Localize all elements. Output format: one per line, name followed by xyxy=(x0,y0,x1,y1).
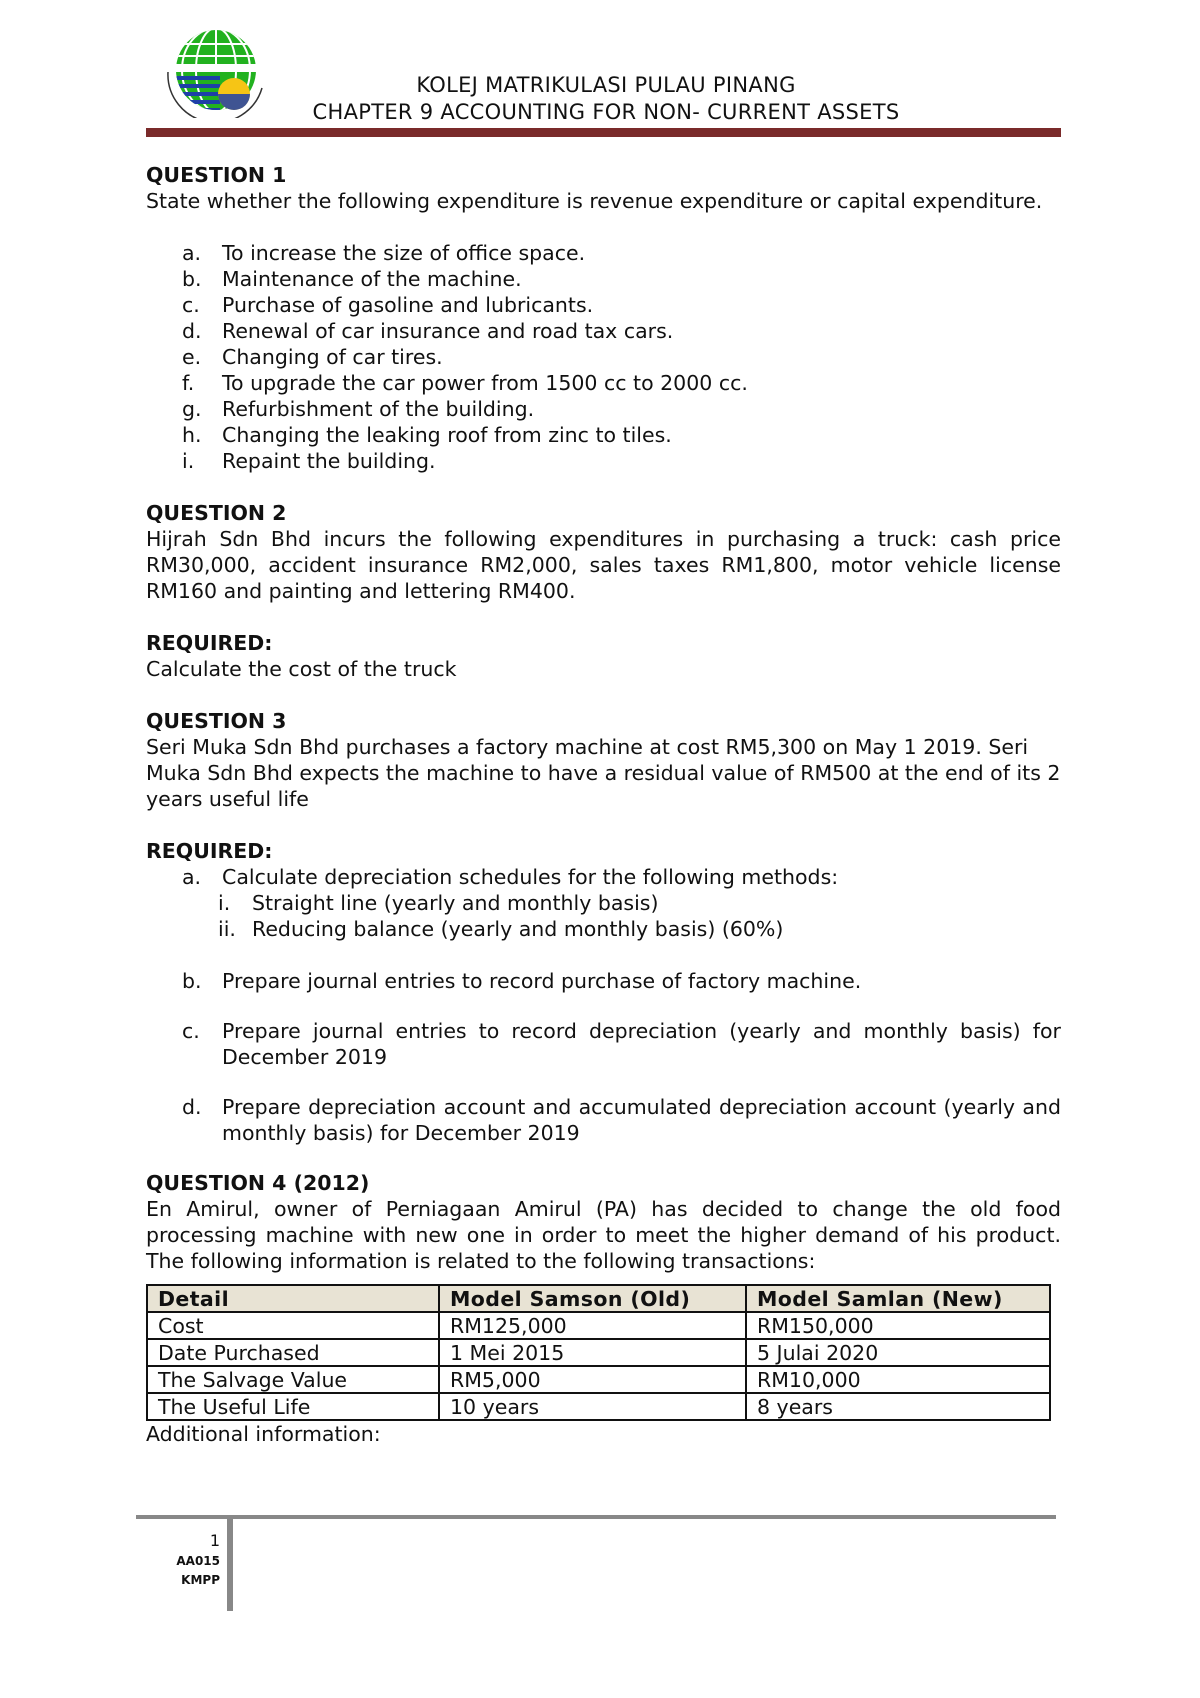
header-rule xyxy=(146,128,1061,137)
table-cell: The Useful Life xyxy=(147,1393,439,1420)
list-marker: f. xyxy=(182,371,195,395)
institution-code: KMPP xyxy=(181,1573,220,1587)
question-2-required-text: Calculate the cost of the truck xyxy=(146,657,457,681)
list-marker: i. xyxy=(182,449,195,473)
table-cell: The Salvage Value xyxy=(147,1366,439,1393)
table-cell: 1 Mei 2015 xyxy=(439,1339,746,1366)
list-item-text: Repaint the building. xyxy=(222,449,436,473)
question-3-list-c xyxy=(146,1018,1061,1070)
question-4-title: QUESTION 4 (2012) xyxy=(146,1171,370,1195)
question-2-title: QUESTION 2 xyxy=(146,501,287,525)
question-1-title: QUESTION 1 xyxy=(146,163,287,187)
question-1-text: State whether the following expenditure is revenue expenditure or capital expenditure. xyxy=(146,189,1043,213)
list-marker: h. xyxy=(182,423,202,447)
list-marker: d. xyxy=(182,1095,202,1119)
list-item-text: Prepare depreciation account and accumulated depreciation account (yearly and monthly basis) for December 2019 xyxy=(222,1095,1061,1145)
question-3-title: QUESTION 3 xyxy=(146,709,287,733)
table-row xyxy=(147,1393,1050,1420)
list-marker: c. xyxy=(182,293,200,317)
list-item-text: Maintenance of the machine. xyxy=(222,267,522,291)
list-item xyxy=(146,968,1061,994)
list-item xyxy=(146,448,1061,474)
table-cell: 10 years xyxy=(439,1393,746,1420)
machine-comparison-table xyxy=(146,1284,1051,1421)
list-marker: b. xyxy=(182,267,202,291)
question-2-text: Hijrah Sdn Bhd incurs the following expenditures in purchasing a truck: cash price RM30,000, accident insurance RM2,000, sales taxes RM1,800, motor vehicle license RM160 and painting and lettering RM400. xyxy=(146,527,1061,603)
table-row xyxy=(147,1312,1050,1339)
list-item xyxy=(146,240,1061,266)
table-header-cell: Model Samlan (New) xyxy=(746,1285,1050,1312)
question-4-text: En Amirul, owner of Perniagaan Amirul (PA) has decided to change the old food processing machine with new one in order to meet the higher demand of his product. The following information is related to the following transactions: xyxy=(146,1197,1061,1273)
table-cell: RM5,000 xyxy=(439,1366,746,1393)
list-item xyxy=(146,292,1061,318)
list-item-text: Purchase of gasoline and lubricants. xyxy=(222,293,594,317)
header-chapter: CHAPTER 9 ACCOUNTING FOR NON- CURRENT ASSETS xyxy=(312,100,900,124)
table-header-row xyxy=(147,1285,1050,1312)
list-marker: c. xyxy=(182,1019,200,1043)
list-item xyxy=(146,1018,1061,1070)
table-cell: Cost xyxy=(147,1312,439,1339)
table-header-cell: Model Samson (Old) xyxy=(439,1285,746,1312)
table-header-cell: Detail xyxy=(147,1285,439,1312)
table-cell: 8 years xyxy=(746,1393,1050,1420)
list-item-text: Prepare journal entries to record depreciation (yearly and monthly basis) for December 2019 xyxy=(222,1019,1061,1069)
list-item-text: Reducing balance (yearly and monthly basis) (60%) xyxy=(252,917,784,941)
list-marker: i. xyxy=(218,891,231,915)
list-marker: e. xyxy=(182,345,202,369)
list-item xyxy=(146,344,1061,370)
document-body xyxy=(146,162,1061,1447)
list-marker: b. xyxy=(182,969,202,993)
list-item xyxy=(146,890,1061,916)
list-item-text: Changing the leaking roof from zinc to tiles. xyxy=(222,423,672,447)
list-item-text: Straight line (yearly and monthly basis) xyxy=(252,891,659,915)
list-item-text: To upgrade the car power from 1500 cc to 2000 cc. xyxy=(222,371,748,395)
list-marker: a. xyxy=(182,241,202,265)
question-3-sublist xyxy=(146,890,1061,942)
list-item-text: Calculate depreciation schedules for the following methods: xyxy=(222,865,839,889)
table-cell: RM10,000 xyxy=(746,1366,1050,1393)
table-cell: 5 Julai 2020 xyxy=(746,1339,1050,1366)
question-3-required-label: REQUIRED: xyxy=(146,839,273,863)
question-1-list xyxy=(146,240,1061,474)
table-row xyxy=(147,1366,1050,1393)
list-item-text: To increase the size of office space. xyxy=(222,241,586,265)
list-item xyxy=(146,266,1061,292)
list-marker: ii. xyxy=(218,917,236,941)
list-item xyxy=(146,1094,1061,1146)
additional-information-label: Additional information: xyxy=(146,1422,381,1446)
header-institution: KOLEJ MATRIKULASI PULAU PINANG xyxy=(416,73,796,97)
list-marker: a. xyxy=(182,865,202,889)
table-row xyxy=(147,1339,1050,1366)
course-code: AA015 xyxy=(176,1554,220,1568)
list-item xyxy=(146,318,1061,344)
question-2-required-label: REQUIRED: xyxy=(146,631,273,655)
page-number: 1 xyxy=(209,1531,220,1550)
question-3-list-b xyxy=(146,968,1061,994)
table-cell: RM150,000 xyxy=(746,1312,1050,1339)
list-item xyxy=(146,370,1061,396)
footer-divider xyxy=(227,1519,233,1611)
table-cell: Date Purchased xyxy=(147,1339,439,1366)
list-item-text: Prepare journal entries to record purchase of factory machine. xyxy=(222,969,862,993)
footer-rule xyxy=(136,1515,1056,1519)
list-item-text: Changing of car tires. xyxy=(222,345,443,369)
list-item xyxy=(146,396,1061,422)
list-item-text: Refurbishment of the building. xyxy=(222,397,535,421)
table-cell: RM125,000 xyxy=(439,1312,746,1339)
question-3-text: Seri Muka Sdn Bhd purchases a factory machine at cost RM5,300 on May 1 2019. Seri Muka Sdn Bhd expects the machine to have a residual value of RM500 at the end of its 2 years useful life xyxy=(146,735,1061,811)
list-marker: g. xyxy=(182,397,202,421)
list-item xyxy=(146,864,1061,890)
list-item xyxy=(146,916,1061,942)
question-3-list-d xyxy=(146,1094,1061,1146)
list-item xyxy=(146,422,1061,448)
list-marker: d. xyxy=(182,319,202,343)
question-3-list xyxy=(146,864,1061,890)
list-item-text: Renewal of car insurance and road tax cars. xyxy=(222,319,674,343)
